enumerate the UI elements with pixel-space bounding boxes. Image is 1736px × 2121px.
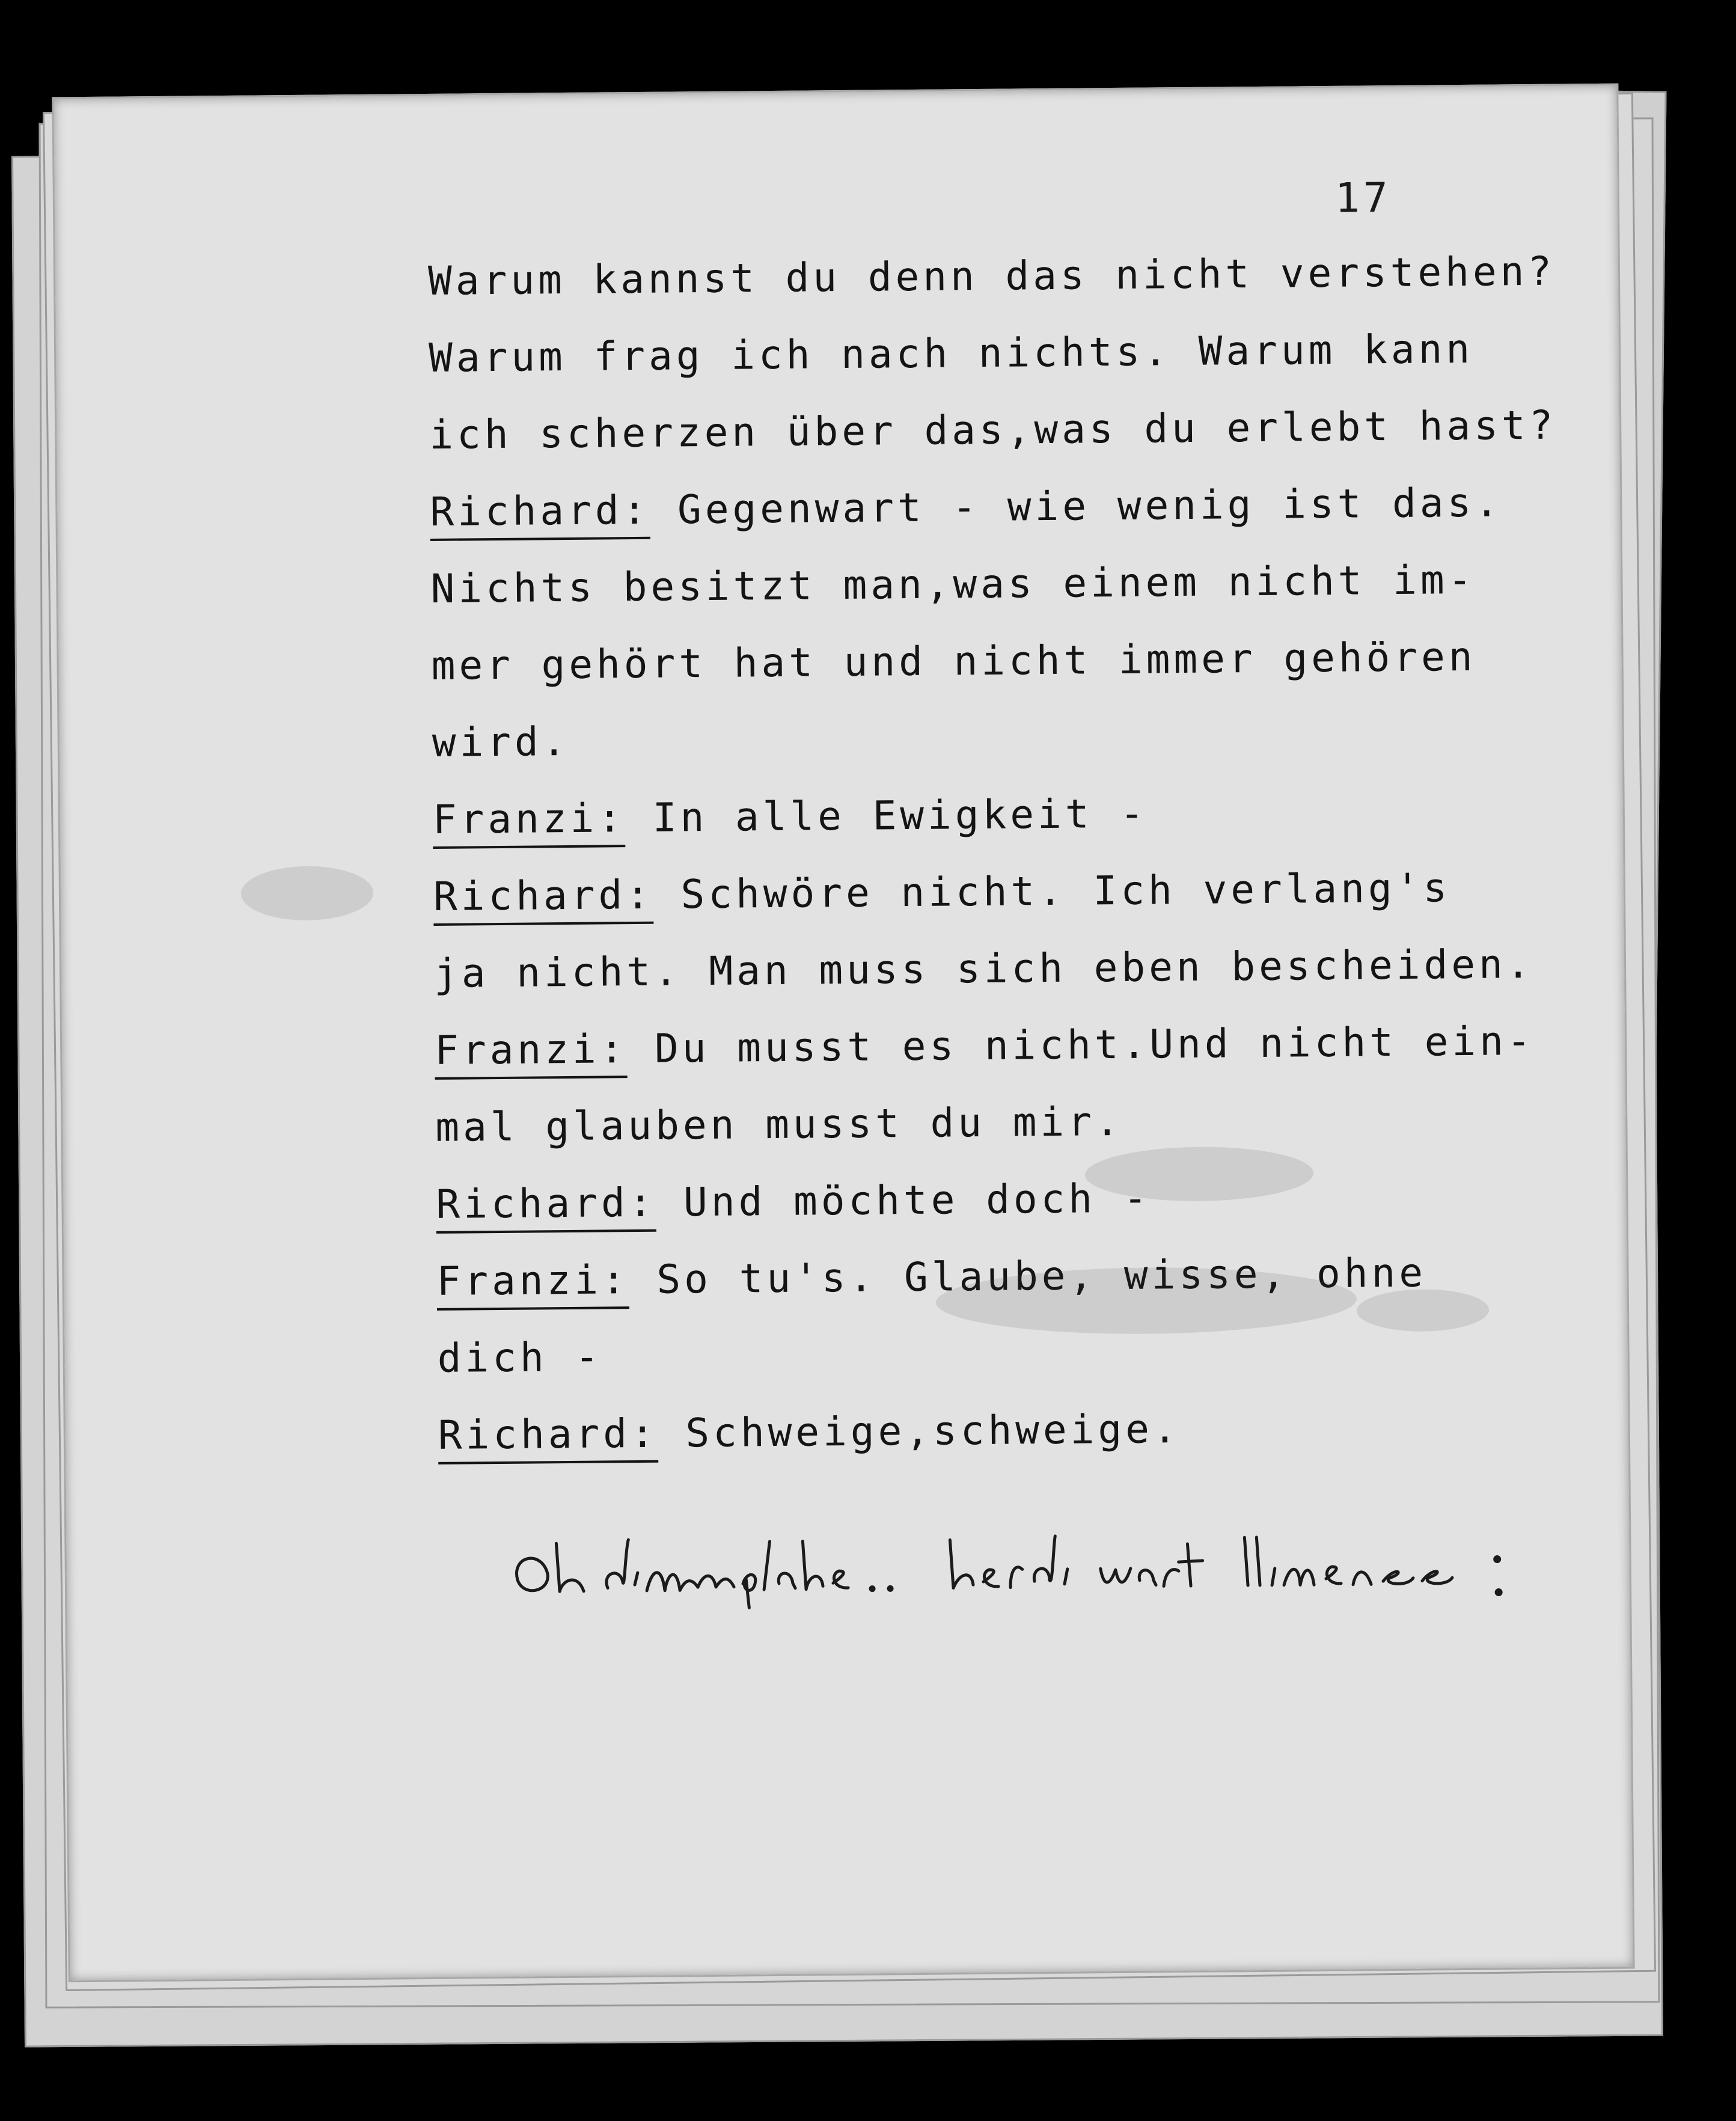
line-text: Schweige,schweige. [658, 1406, 1181, 1457]
speaker-name: Richard: [430, 487, 650, 541]
line-text: ich scherzen über das,was du erlebt hast? [429, 402, 1557, 458]
speaker-name: Richard: [433, 872, 654, 926]
text-line [437, 1334, 602, 1382]
speaker-name: Richard: [438, 1410, 658, 1464]
text-line [430, 479, 1502, 535]
text-line [429, 326, 1474, 381]
ink-smudge [241, 866, 374, 921]
line-text: wird. [432, 718, 570, 766]
speaker-name: Franzi: [435, 1026, 628, 1080]
text-line [433, 791, 1148, 843]
line-text: dich - [437, 1333, 603, 1382]
text-line [431, 634, 1476, 689]
line-text: Warum frag ich nach nichts. Warum kann [428, 325, 1474, 381]
line-text: Du musst es nicht.Und nicht ein- [627, 1017, 1535, 1073]
speaker-name: Richard: [436, 1180, 656, 1234]
typewritten-page [52, 84, 1634, 1983]
text-line [429, 402, 1557, 458]
text-line [430, 557, 1476, 612]
text-line [435, 1018, 1535, 1074]
line-text: So tu's. Glaube, wisse, ohne [629, 1249, 1427, 1303]
ink-smudge [1085, 1146, 1314, 1202]
handwritten-annotation [505, 1522, 1569, 1615]
ink-smudge [1357, 1289, 1490, 1332]
line-text: In alle Ewigkeit - [625, 790, 1148, 842]
speaker-name: Franzi: [436, 1256, 629, 1311]
line-text: mer gehört hat und nicht immer gehören [431, 633, 1476, 689]
page-number: 17 [1334, 174, 1392, 222]
line-text: ja nicht. Man muss sich eben bescheiden. [433, 940, 1534, 997]
speaker-name: Franzi: [433, 795, 626, 849]
text-line [433, 865, 1451, 920]
text-line [432, 718, 569, 766]
line-text: Warum kannst du denn das nicht verstehen? [427, 248, 1556, 304]
text-line [435, 1098, 1123, 1151]
dialogue-block [427, 248, 1570, 1458]
line-text: mal glauben musst du mir. [435, 1098, 1123, 1151]
line-text: Gegenwart - wie wenig ist das. [649, 479, 1503, 533]
text-line [436, 1175, 1151, 1228]
text-line [438, 1406, 1180, 1458]
line-text: Schwöre nicht. Ich verlang's [653, 865, 1451, 918]
text-line [434, 941, 1534, 997]
text-line [428, 248, 1556, 304]
line-text: Und möchte doch - [656, 1175, 1151, 1226]
line-text: Nichts besitzt man,was einem nicht im- [430, 556, 1476, 612]
